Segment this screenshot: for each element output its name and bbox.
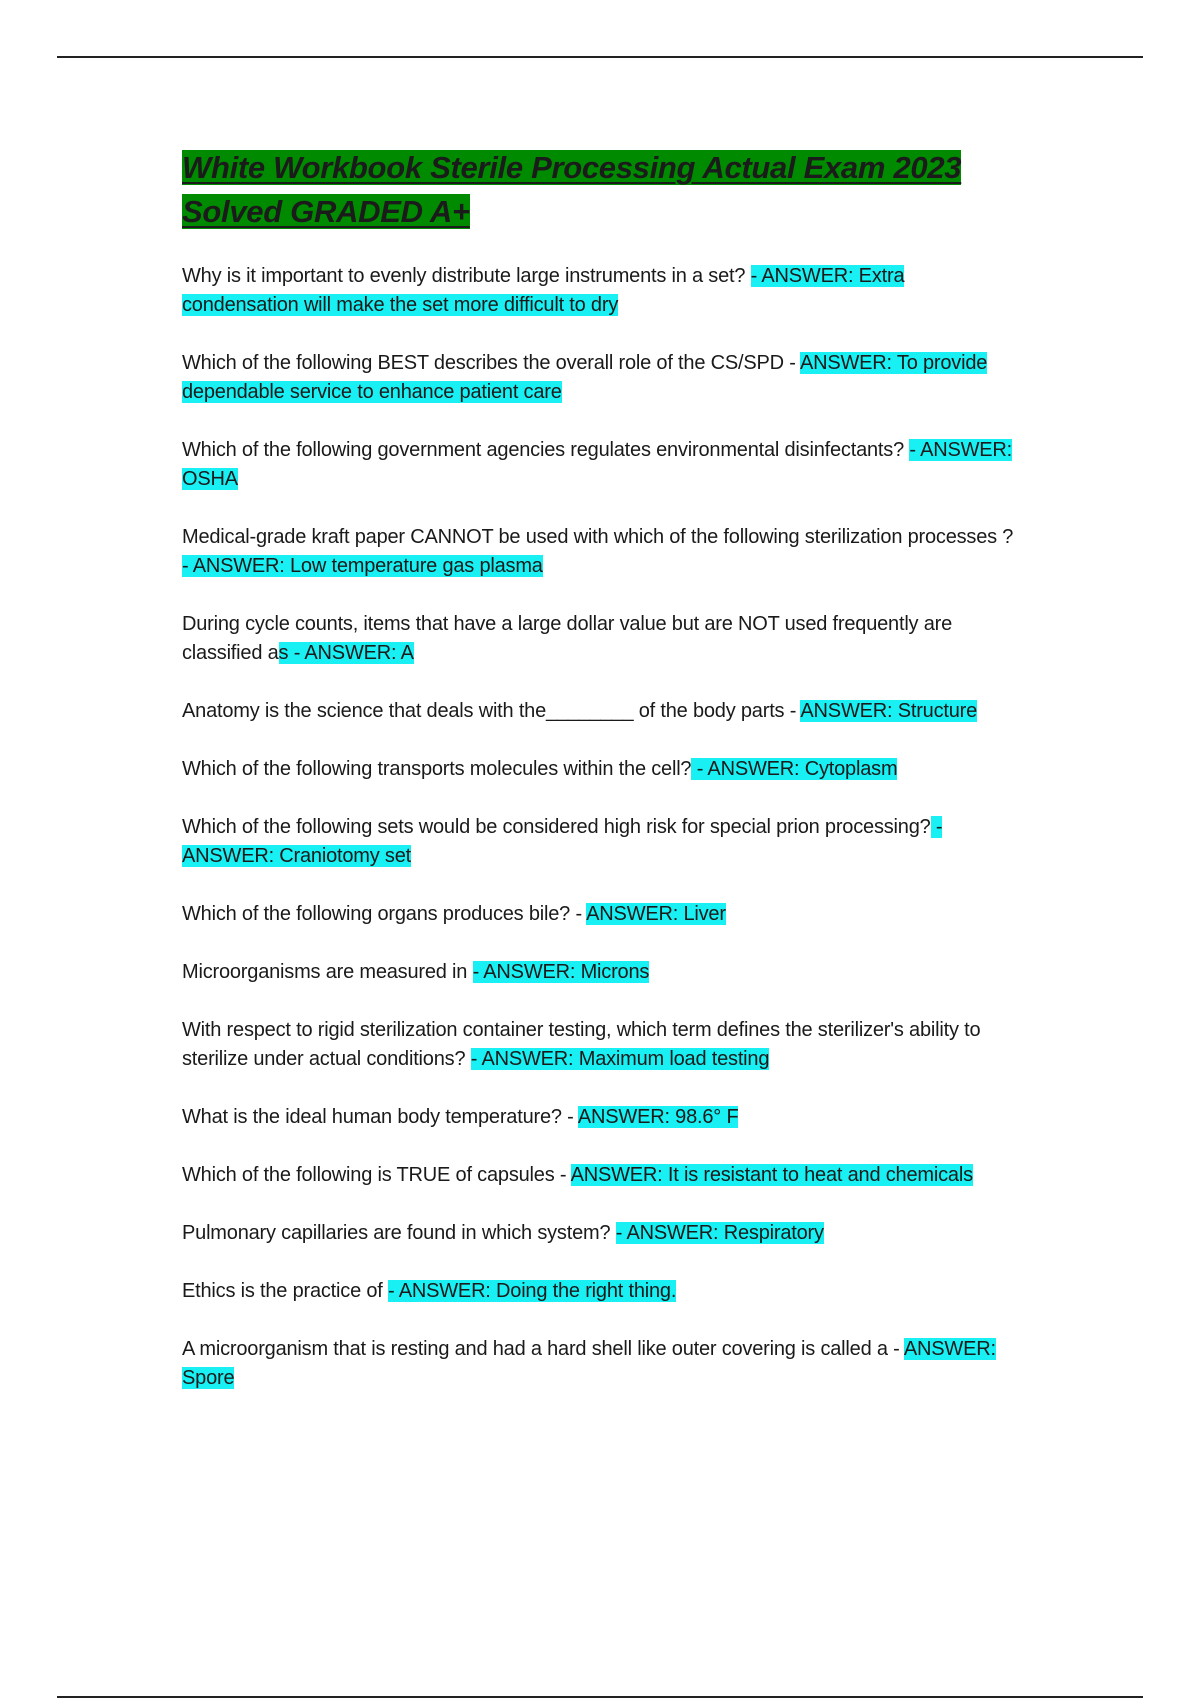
- answer-text: s - ANSWER: A: [278, 642, 414, 664]
- qa-item: [182, 1016, 1022, 1074]
- question-text: Ethics is the practice of: [182, 1280, 389, 1302]
- answer-text: ANSWER: Spore: [182, 1338, 996, 1389]
- qa-item: [182, 900, 1022, 929]
- question-text: During cycle counts, items that have a large dollar value but are NOT used frequently are classified a: [182, 613, 953, 664]
- answer-text: - ANSWER: Extra condensation will make the set more difficult to dry: [182, 265, 905, 316]
- question-text: Anatomy is the science that deals with the________ of the body parts -: [182, 700, 801, 722]
- question-text: Pulmonary capillaries are found in which system?: [182, 1222, 616, 1244]
- document-title-text: White Workbook Sterile Processing Actual Exam 2023 Solved GRADED A+: [182, 150, 962, 229]
- answer-text: ANSWER: 98.6° F: [577, 1106, 739, 1128]
- qa-item: [182, 813, 1022, 871]
- question-text: A microorganism that is resting and had a hard shell like outer covering is called a -: [182, 1338, 904, 1360]
- document-body: [182, 146, 1022, 1422]
- answer-text: - ANSWER: OSHA: [182, 439, 1013, 490]
- qa-item: [182, 262, 1022, 320]
- qa-item: [182, 1335, 1022, 1393]
- qa-item: [182, 610, 1022, 668]
- qa-item: [182, 1161, 1022, 1190]
- answer-text: - ANSWER: Respiratory: [615, 1222, 824, 1244]
- answer-text: - ANSWER: Craniotomy set: [182, 816, 943, 867]
- question-text: Which of the following government agencies regulates environmental disinfectants?: [182, 439, 910, 461]
- question-text: Which of the following transports molecules within the cell?: [182, 758, 692, 780]
- qa-list: [182, 262, 1022, 1393]
- qa-item: [182, 958, 1022, 987]
- answer-text: ANSWER: Liver: [586, 903, 726, 925]
- answer-text: ANSWER: It is resistant to heat and chemicals: [570, 1164, 973, 1186]
- qa-item: [182, 755, 1022, 784]
- answer-text: - ANSWER: Microns: [472, 961, 650, 983]
- answer-text: - ANSWER: Maximum load testing: [470, 1048, 770, 1070]
- answer-text: - ANSWER: Doing the right thing.: [388, 1280, 677, 1302]
- answer-text: - ANSWER: Low temperature gas plasma: [182, 555, 543, 577]
- question-text: Which of the following sets would be considered high risk for special prion processing?: [182, 816, 931, 838]
- qa-item: [182, 523, 1022, 581]
- question-text: With respect to rigid sterilization container testing, which term defines the sterilizer's ability to sterilize under actual conditions?: [182, 1019, 981, 1070]
- bottom-rule: [57, 1696, 1143, 1698]
- qa-item: [182, 1219, 1022, 1248]
- question-text: Medical-grade kraft paper CANNOT be used with which of the following sterilization processes ?: [182, 526, 1014, 548]
- qa-item: [182, 1277, 1022, 1306]
- answer-text: ANSWER: To provide dependable service to enhance patient care: [182, 352, 988, 403]
- answer-text: - ANSWER: Cytoplasm: [691, 758, 898, 780]
- question-text: Why is it important to evenly distribute large instruments in a set?: [182, 265, 751, 287]
- question-text: Which of the following organs produces bile? -: [182, 903, 587, 925]
- question-text: Which of the following BEST describes the overall role of the CS/SPD -: [182, 352, 800, 374]
- question-text: Which of the following is TRUE of capsules -: [182, 1164, 571, 1186]
- qa-item: [182, 1103, 1022, 1132]
- question-text: Microorganisms are measured in: [182, 961, 473, 983]
- qa-item: [182, 697, 1022, 726]
- top-rule: [57, 56, 1143, 58]
- qa-item: [182, 349, 1022, 407]
- question-text: What is the ideal human body temperature? -: [182, 1106, 578, 1128]
- answer-text: ANSWER: Structure: [800, 700, 978, 722]
- qa-item: [182, 436, 1022, 494]
- document-title: [182, 146, 1022, 234]
